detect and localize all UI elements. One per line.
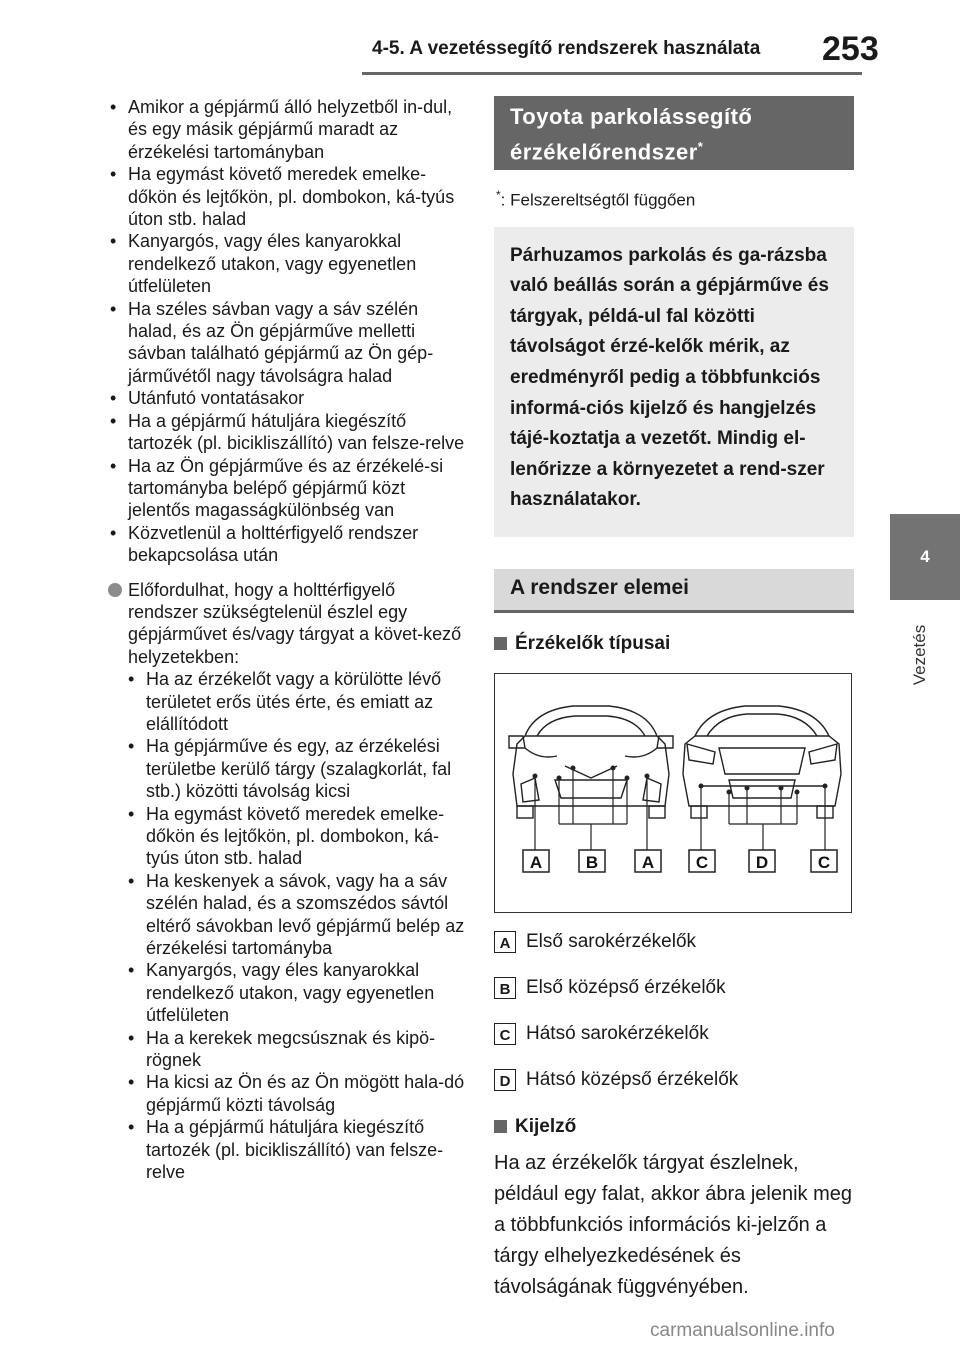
legend-letter-box: A bbox=[494, 931, 516, 953]
subheading-display bbox=[494, 1116, 854, 1138]
legend-list bbox=[494, 931, 854, 1092]
diagram-letter: A bbox=[641, 852, 655, 872]
front-car-icon bbox=[509, 706, 673, 818]
footnote bbox=[494, 188, 854, 211]
bullet-list-false-detection bbox=[126, 668, 468, 1183]
legend-item-a bbox=[494, 931, 854, 954]
bullet-item: • Közvetlenül a holttérfigyelő rendszer bekapcsolása után bbox=[108, 522, 468, 567]
bullet-item: • Ha gépjárműve és egy, az érzékelési területbe kerülő tárgy (szalagkorlát, fal stb.) közötti távolság kicsi bbox=[126, 735, 468, 802]
intro-box: Párhuzamos parkolás és ga-rázsba való beállás során a gépjárműve és tárgyak, példá-ul fal közötti távolságot érzé-kelők mérik, az eredményről pedig a többfunkciós informá-ciós kijelző és hangjelzés tájé-koztatja a vezetőt. Mindig el-lenőrizze a környezetet a rend-szer használatakor. bbox=[494, 227, 854, 537]
square-bullet-icon bbox=[494, 1120, 507, 1133]
legend-item-b bbox=[494, 977, 854, 1000]
bullet-item: • Ha széles sávban vagy a sáv szélén halad, és az Ön gépjárműve melletti sávban található gépjármű az Ön gép-járművétől nagy távolságra halad bbox=[108, 298, 468, 388]
display-paragraph: Ha az érzékelők tárgyat észlelnek, például egy falat, akkor ábra jelenik meg a többfunkciós információs ki-jelzőn a tárgy elhelyezkedésének és távolságának függvényében. bbox=[494, 1151, 852, 1298]
right-column bbox=[494, 96, 854, 1303]
chapter-tab: 4 bbox=[890, 514, 960, 600]
bullet-item: • Ha egymást követő meredek emelke-dőkön és lejtőkön, pl. dombokon, ká-tyús úton stb. halad bbox=[126, 803, 468, 870]
bullet-item: • Ha keskenyek a sávok, vagy ha a sáv szélén halad, és a szomszédos sávtól eltérő sávokban levő gépjármű belép az érzékelési tartományba bbox=[126, 870, 468, 960]
left-column bbox=[108, 96, 468, 1184]
note-bullet-icon bbox=[108, 583, 122, 597]
legend-letter-box: B bbox=[494, 977, 516, 999]
diagram-letter: C bbox=[817, 852, 831, 872]
watermark: carmanualsonline.info bbox=[650, 1320, 835, 1341]
legend-text: Első sarokérzékelők bbox=[526, 931, 697, 953]
footnote-asterisk: * bbox=[496, 188, 501, 202]
title-asterisk: * bbox=[697, 139, 704, 154]
section-title-box bbox=[494, 96, 854, 170]
legend-item-c bbox=[494, 1023, 854, 1046]
diagram-letter: D bbox=[755, 852, 769, 872]
note-paragraph bbox=[108, 579, 468, 1184]
bullet-item: • Ha kicsi az Ön és az Ön mögött hala-dó gépjármű közti távolság bbox=[126, 1071, 468, 1116]
subheading-text: Érzékelők típusai bbox=[515, 632, 671, 654]
legend-text: Hátsó középső érzékelők bbox=[526, 1069, 739, 1091]
bullet-item: • Ha az érzékelőt vagy a körülötte lévő területet erős ütés érte, és emiatt az elállítódott bbox=[126, 668, 468, 735]
square-bullet-icon bbox=[494, 637, 507, 650]
sensor-label-boxes bbox=[523, 850, 837, 872]
rear-car-icon bbox=[683, 706, 841, 818]
chapter-label: Vezetés bbox=[910, 624, 929, 686]
subheading-text: Kijelző bbox=[515, 1115, 577, 1137]
legend-letter-box: C bbox=[494, 1023, 516, 1045]
bullet-item: • Ha a gépjármű hátuljára kiegészítő tartozék (pl. bicikliszállító) van felsze-relve bbox=[126, 1116, 468, 1183]
bullet-item: • Kanyargós, vagy éles kanyarokkal rendelkező utakon, vagy egyenetlen útfelületen bbox=[108, 230, 468, 297]
diagram-letter: B bbox=[585, 852, 599, 872]
legend-item-d bbox=[494, 1069, 854, 1092]
legend-letter-box: D bbox=[494, 1069, 516, 1091]
section-title: Toyota parkolássegítő érzékelőrendszer bbox=[510, 104, 753, 165]
diagram-letter: C bbox=[695, 852, 709, 872]
running-header: 4-5. A vezetéssegítő rendszerek használata bbox=[372, 38, 761, 59]
bullet-item: • Ha a gépjármű hátuljára kiegészítő tartozék (pl. bicikliszállító) van felsze-relve bbox=[108, 410, 468, 455]
sensor-diagram bbox=[494, 673, 852, 913]
legend-text: Hátsó sarokérzékelők bbox=[526, 1023, 709, 1045]
header-divider bbox=[362, 72, 862, 75]
page-number: 253 bbox=[822, 30, 879, 68]
bullet-item: • Kanyargós, vagy éles kanyarokkal rendelkező utakon, vagy egyenetlen útfelületen bbox=[126, 959, 468, 1026]
legend-text: Első középső érzékelők bbox=[526, 977, 726, 999]
car-sensor-illustration bbox=[495, 674, 851, 912]
diagram-letter: A bbox=[529, 852, 543, 872]
footnote-text: : Felszereltségtől függően bbox=[500, 190, 696, 210]
section-heading: A rendszer elemei bbox=[494, 569, 854, 613]
bullet-item: • Ha egymást követő meredek emelke-dőkön és lejtőkön, pl. dombokon, ká-tyús úton stb. halad bbox=[108, 163, 468, 230]
bullet-item: • Amikor a gépjármű álló helyzetből in-dul, és egy másik gépjármű maradt az érzékelési tartományban bbox=[108, 96, 468, 163]
bullet-item: • Ha a kerekek megcsúsznak és kipö-rögnek bbox=[126, 1027, 468, 1072]
note-text: Előfordulhat, hogy a holttérfigyelő rendszer szükségtelenül észlel egy gépjárművet és/vagy tárgyat a követ-kező helyzetekben: bbox=[128, 579, 462, 667]
subheading-sensor-types bbox=[494, 633, 854, 655]
bullet-item: • Ha az Ön gépjárműve és az érzékelé-si tartományba belépő gépjármű közt jelentős magasságkülönbség van bbox=[108, 455, 468, 522]
bullet-item: • Utánfutó vontatásakor bbox=[108, 387, 468, 409]
bullet-list-situations bbox=[108, 96, 468, 567]
